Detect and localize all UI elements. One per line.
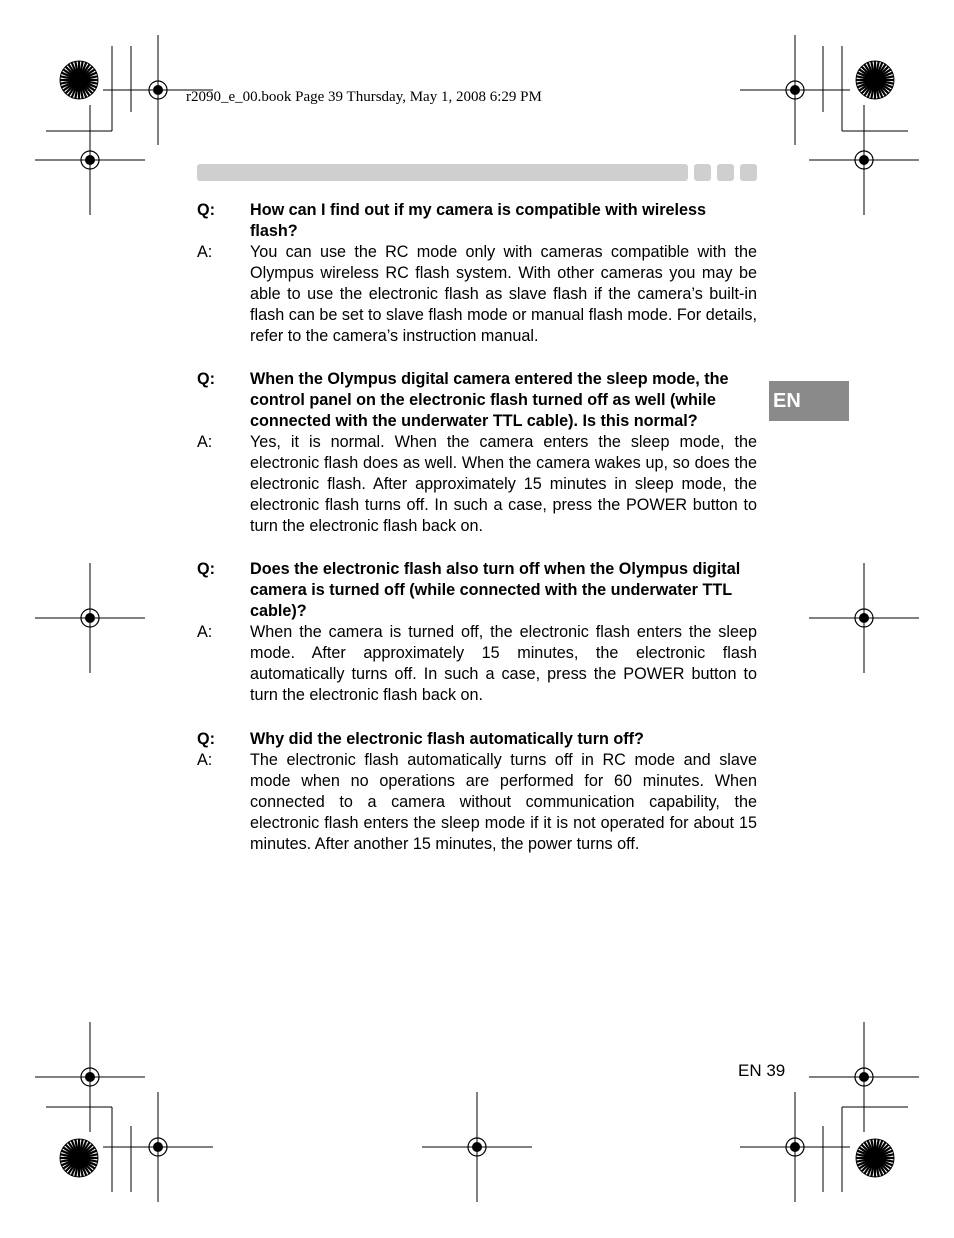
section-square	[694, 164, 711, 181]
qa-item	[197, 369, 757, 537]
answer-label: A:	[197, 243, 213, 261]
question-label: Q:	[197, 560, 215, 578]
page-number: EN 39	[738, 1061, 786, 1080]
question-row	[197, 200, 757, 242]
question-text: Why did the electronic flash automatically turn off?	[250, 730, 644, 748]
answer-row	[197, 242, 757, 347]
answer-row	[197, 622, 757, 706]
question-row	[197, 729, 757, 750]
answer-text: When the camera is turned off, the electronic flash enters the sleep mode. After approximately 15 minutes, the electronic flash automatically turns off. In such a case, press the POWER button to turn the electronic flash back on.	[250, 623, 757, 704]
answer-row	[197, 750, 757, 855]
answer-label: A:	[197, 751, 213, 769]
answer-text: The electronic flash automatically turns off in RC mode and slave mode when no operations are performed for 60 minutes. When connected to a camera without communication capability, the electronic flash enters the sleep mode if it is not operated for about 15 minutes. After another 15 minutes, the power turns off.	[250, 751, 757, 853]
question-label: Q:	[197, 201, 215, 219]
question-label: Q:	[197, 730, 215, 748]
answer-row	[197, 432, 757, 537]
qa-item	[197, 200, 757, 347]
answer-text: Yes, it is normal. When the camera enters the sleep mode, the electronic flash does as well. When the camera wakes up, so does the electronic flash. After approximately 15 minutes in sleep mode, the electronic flash turns off. In such a case, press the POWER button to turn the electronic flash back on.	[250, 433, 757, 535]
question-text: How can I find out if my camera is compatible with wireless flash?	[250, 201, 707, 240]
answer-text: You can use the RC mode only with cameras compatible with the Olympus wireless RC flash system. With other cameras you may be able to use the electronic flash as slave flash if the camera’s built-in flash can be set to slave flash mode or manual flash mode. For details, refer to the camera’s instruction manual.	[250, 243, 757, 345]
question-text: When the Olympus digital camera entered the sleep mode, the control panel on the electronic flash turned off as well (while connected with the underwater TTL cable). Is this normal?	[250, 370, 729, 430]
answer-label: A:	[197, 433, 213, 451]
question-row	[197, 369, 757, 432]
question-text: Does the electronic flash also turn off when the Olympus digital camera is turned off (while connected with the underwater TTL cable)?	[250, 560, 741, 620]
section-bar	[197, 164, 688, 181]
section-square	[740, 164, 757, 181]
answer-label: A:	[197, 623, 213, 641]
qa-item	[197, 559, 757, 706]
qa-item	[197, 729, 757, 855]
print-info-header: r2090_e_00.book Page 39 Thursday, May 1, 2008 6:29 PM	[186, 89, 542, 105]
language-tab: EN	[769, 381, 849, 421]
section-square	[717, 164, 734, 181]
question-row	[197, 559, 757, 622]
question-label: Q:	[197, 370, 215, 388]
